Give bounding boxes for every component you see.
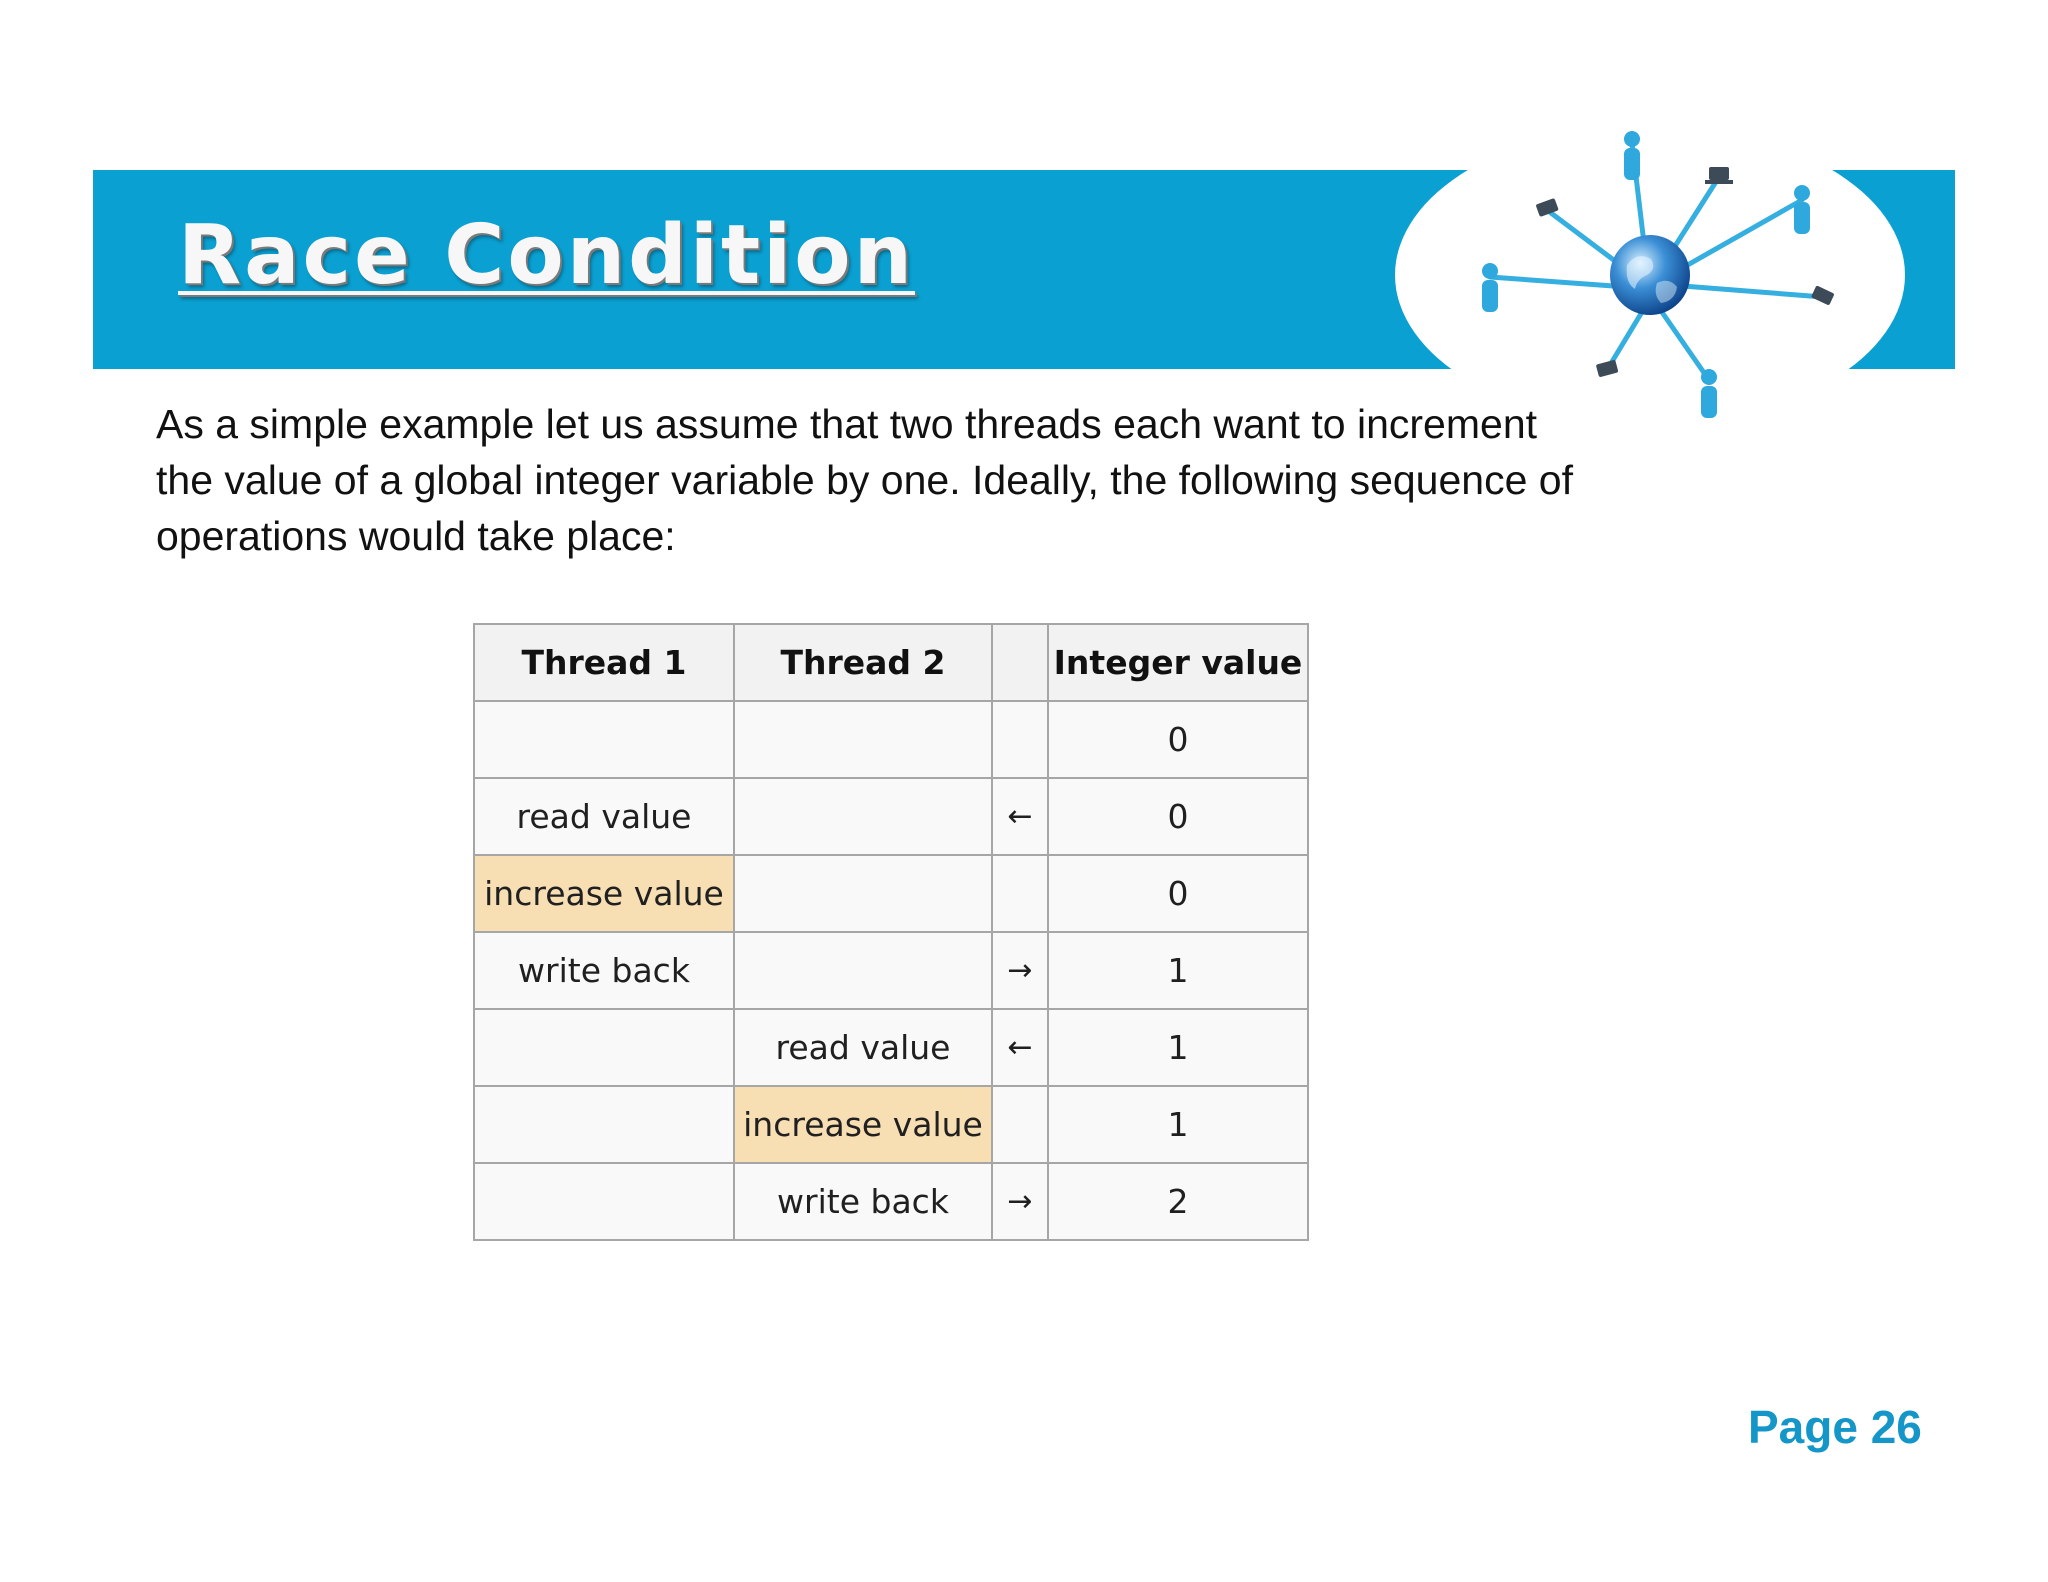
intro-line: operations would take place: <box>156 513 676 559</box>
integer-value-cell: 1 <box>1048 1009 1308 1086</box>
thread-1-cell <box>474 1086 734 1163</box>
arrow-cell <box>992 701 1048 778</box>
thread-2-cell <box>734 855 992 932</box>
table-row <box>474 701 1308 778</box>
table-header-row <box>474 624 1308 701</box>
table-row <box>474 1009 1308 1086</box>
table-body <box>474 701 1308 1240</box>
arrow-cell: → <box>992 1163 1048 1240</box>
table-row <box>474 778 1308 855</box>
arrow-cell <box>992 1086 1048 1163</box>
integer-value-cell: 1 <box>1048 1086 1308 1163</box>
integer-value-cell: 0 <box>1048 855 1308 932</box>
arrow-cell: ← <box>992 1009 1048 1086</box>
thread-2-cell <box>734 701 992 778</box>
thread-2-cell: write back <box>734 1163 992 1240</box>
arrow-cell: ← <box>992 778 1048 855</box>
thread-1-cell <box>474 1163 734 1240</box>
page-number: Page 26 <box>1748 1401 1922 1453</box>
network-globe-icon <box>1395 115 1905 425</box>
integer-value-cell: 1 <box>1048 932 1308 1009</box>
table-row <box>474 1086 1308 1163</box>
integer-value-cell: 2 <box>1048 1163 1308 1240</box>
integer-value-cell: 0 <box>1048 778 1308 855</box>
thread-2-cell <box>734 778 992 855</box>
slide-title: Race Condition <box>178 208 915 303</box>
header-arrow <box>992 624 1048 701</box>
thread-1-cell <box>474 1009 734 1086</box>
arrow-cell <box>992 855 1048 932</box>
thread-1-cell: read value <box>474 778 734 855</box>
thread-1-cell <box>474 701 734 778</box>
thread-2-cell <box>734 932 992 1009</box>
integer-value-cell: 0 <box>1048 701 1308 778</box>
header-integer-value: Integer value <box>1048 624 1308 701</box>
header-thread-2: Thread 2 <box>734 624 992 701</box>
table-row <box>474 855 1308 932</box>
thread-2-cell: read value <box>734 1009 992 1086</box>
thread-2-cell: increase value <box>734 1086 992 1163</box>
header-thread-1: Thread 1 <box>474 624 734 701</box>
table-row <box>474 932 1308 1009</box>
thread-1-cell: increase value <box>474 855 734 932</box>
table-row <box>474 1163 1308 1240</box>
arrow-cell: → <box>992 932 1048 1009</box>
intro-line: As a simple example let us assume that two threads each want to increment <box>156 401 1538 447</box>
thread-1-cell: write back <box>474 932 734 1009</box>
intro-paragraph <box>156 396 1836 564</box>
race-condition-table <box>473 623 1309 1241</box>
intro-line: the value of a global integer variable by one. Ideally, the following sequence of <box>156 457 1573 503</box>
